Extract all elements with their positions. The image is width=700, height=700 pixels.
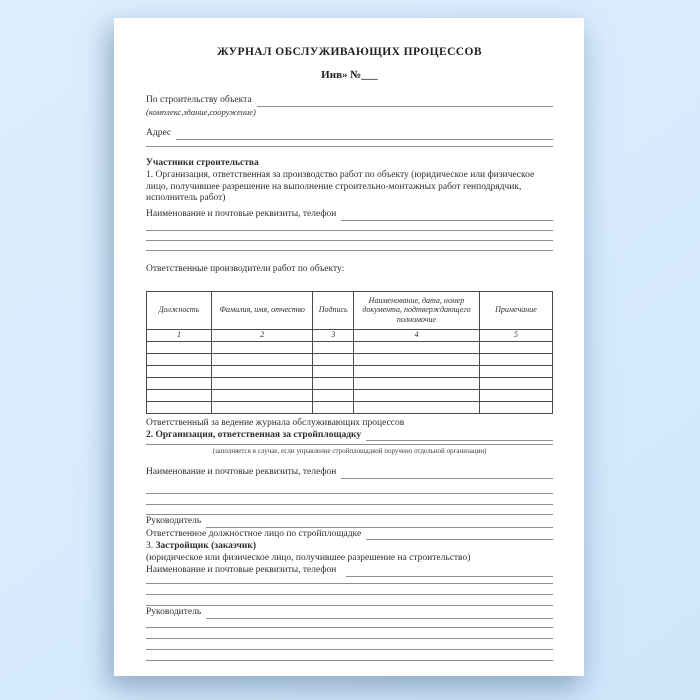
address-entry-line[interactable] [176, 129, 553, 140]
section2-entry-line[interactable] [366, 430, 553, 441]
section3-heading: Застройщик (заказчик) [155, 540, 257, 551]
column-header-signature: Подпись [313, 291, 354, 329]
entry-line[interactable] [146, 231, 553, 241]
table-cell[interactable] [211, 353, 313, 365]
construction-object-label: По строительству объекта [146, 95, 252, 105]
table-cell[interactable] [479, 401, 552, 413]
section2-heading: 2. Организация, ответственная за стройплощадку [146, 429, 362, 440]
construction-object-hint: (комплекс,здание,сооружение) [146, 107, 256, 117]
column-header-position: Должность [147, 291, 212, 329]
table-cell[interactable] [313, 389, 354, 401]
table-cell[interactable] [313, 401, 354, 413]
section2-official-entry-line[interactable] [366, 529, 553, 540]
table-cell[interactable] [354, 377, 480, 389]
entry-line[interactable] [146, 639, 553, 650]
section3-number: 3. [146, 540, 154, 551]
clause1-text: 1. Организация, ответственная за производство работ по объекту (юридическое или физическое лицо, получившее разрешение на выполнение строительно-монтажных работ генподрядчик, исполнитель работ) [146, 170, 535, 203]
table-row [147, 341, 553, 353]
requisites-label-2: Наименование и почтовые реквизиты, телефон [146, 466, 337, 477]
table-cell[interactable] [211, 389, 313, 401]
requisites-entry-line-3[interactable] [346, 566, 553, 577]
table-cell[interactable] [479, 389, 552, 401]
table-cell[interactable] [354, 365, 480, 377]
participants-heading: Участники строительства [146, 158, 259, 168]
inventory-number: Инв» №___ [321, 69, 378, 81]
column-number: 3 [313, 329, 354, 341]
table-numbering-row [147, 329, 553, 341]
column-header-note: Примечание [479, 291, 552, 329]
column-number: 2 [211, 329, 313, 341]
entry-line[interactable] [146, 221, 553, 231]
requisites-label-3: Наименование и почтовые реквизиты, телефон [146, 564, 337, 575]
section3-head-label: Руководитель [146, 606, 202, 617]
table-cell[interactable] [479, 377, 552, 389]
table-cell[interactable] [479, 341, 552, 353]
table-row [147, 353, 553, 365]
entry-line[interactable] [146, 577, 553, 584]
table-cell[interactable] [313, 365, 354, 377]
column-header-name: Фамилия, имя, отчество [211, 291, 313, 329]
responsible-table-caption: Ответственные производители работ по объекту: [146, 263, 345, 274]
responsible-table [146, 291, 553, 414]
table-row [147, 377, 553, 389]
table-cell[interactable] [354, 353, 480, 365]
document-page [114, 18, 584, 676]
table-cell[interactable] [313, 341, 354, 353]
requisites-entry-line-2[interactable] [341, 468, 553, 479]
column-number: 4 [354, 329, 480, 341]
table-cell[interactable] [313, 377, 354, 389]
entry-line[interactable] [146, 494, 553, 505]
column-number: 1 [147, 329, 212, 341]
table-cell[interactable] [354, 389, 480, 401]
table-cell[interactable] [147, 389, 212, 401]
entry-line[interactable] [146, 241, 553, 251]
table-header-row [147, 291, 553, 329]
entry-line[interactable] [146, 479, 553, 494]
entry-line[interactable] [146, 505, 553, 515]
table-cell[interactable] [211, 341, 313, 353]
section2-head-label: Руководитель [146, 515, 202, 526]
table-cell[interactable] [147, 341, 212, 353]
table-row [147, 401, 553, 413]
table-cell[interactable] [479, 365, 552, 377]
table-row [147, 365, 553, 377]
section2-head-entry-line[interactable] [206, 517, 553, 528]
table-cell[interactable] [354, 341, 480, 353]
responsible-table-body [147, 341, 553, 413]
section2-official-label: Ответственное должностное лицо по стройплощадке [146, 528, 362, 539]
column-number: 5 [479, 329, 552, 341]
column-header-document: Наименование, дата, номер документа, подтверждающего полномочие [354, 291, 480, 329]
address-label: Адрес [146, 128, 172, 138]
section2-note: (заполняется в случае, если управление стройплощадкой поручено отдельной организации) [212, 446, 487, 455]
requisites-entry-line-1[interactable] [341, 210, 553, 221]
table-cell[interactable] [354, 401, 480, 413]
table-cell[interactable] [313, 353, 354, 365]
table-cell[interactable] [211, 401, 313, 413]
entry-line[interactable] [146, 628, 553, 639]
entry-line[interactable] [146, 650, 553, 661]
section2-entry-line-2[interactable] [146, 441, 553, 445]
table-cell[interactable] [479, 353, 552, 365]
entry-line[interactable] [146, 619, 553, 628]
section3-hint: (юридическое или физическое лицо, получившее разрешение на строительство) [146, 552, 471, 563]
table-cell[interactable] [147, 401, 212, 413]
entry-line[interactable] [146, 584, 553, 595]
table-cell[interactable] [211, 365, 313, 377]
construction-object-entry-line[interactable] [257, 96, 553, 107]
table-cell[interactable] [147, 377, 212, 389]
journal-keeper-label: Ответственный за ведение журнала обслуживающих процессов [146, 417, 405, 428]
page-title: ЖУРНАЛ ОБСЛУЖИВАЮЩИХ ПРОЦЕССОВ [217, 46, 482, 58]
requisites-label-1: Наименование и почтовые реквизиты, телефон [146, 208, 337, 219]
entry-line[interactable] [146, 595, 553, 606]
table-cell[interactable] [147, 353, 212, 365]
address-entry-line-2[interactable] [146, 140, 553, 147]
section3-head-entry-line[interactable] [206, 608, 553, 619]
table-cell[interactable] [211, 377, 313, 389]
table-cell[interactable] [147, 365, 212, 377]
table-row [147, 389, 553, 401]
